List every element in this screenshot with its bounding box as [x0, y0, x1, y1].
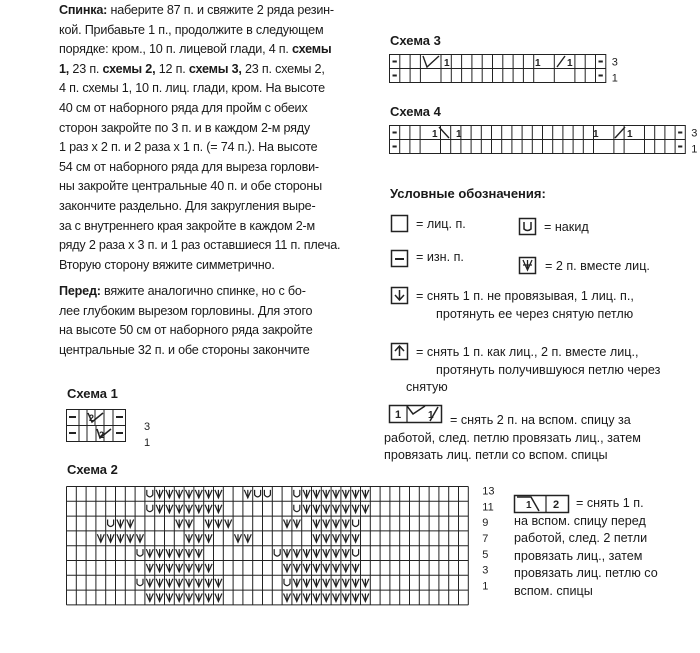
p1-line: порядке: кром., 10 п. лицевой глади, 4 п. схемы — [59, 42, 332, 57]
decrease-mark — [352, 534, 359, 542]
legend-cable-front: = снять 1 п. на вспом. спицу перед работой, след. 2 петли провязать лиц., затем провязать лиц. петлю со вспом. спицы — [514, 496, 658, 598]
decrease-mark — [156, 564, 163, 572]
legend-cable-back: = снять 2 п. на вспом. спицу за работой, след. петлю провязать лиц., затем провязать лиц. петли со вспом. спицы — [384, 413, 641, 462]
scheme-2-row-label: 1 — [482, 580, 489, 593]
cable-back-symbol — [388, 404, 444, 426]
scheme-1-row-3: 3 — [144, 421, 151, 433]
scheme-2-row-label: 5 — [482, 548, 489, 561]
decrease-mark — [293, 594, 300, 602]
cable-back-num-2: 1 — [428, 410, 434, 421]
decrease-mark — [244, 534, 251, 542]
decrease-mark — [333, 520, 340, 528]
decrease-mark — [333, 594, 340, 602]
p1-line: 40 см от наборного ряда для пройм с обеих — [59, 100, 308, 115]
decrease-mark — [107, 534, 114, 542]
yarn-over-mark — [294, 490, 300, 497]
p2-line: Перед: вяжите аналогично спинке, но с бо- — [59, 284, 306, 298]
p2-line: лее глубоким вырезом горловины. Для этого — [59, 303, 313, 318]
decrease-mark — [362, 505, 369, 513]
scheme-3-title: Схема 3 — [390, 33, 441, 48]
decrease-mark — [235, 534, 242, 542]
decrease-mark — [303, 564, 310, 572]
p1-line: Вторую сторону вяжите симметрично. — [59, 257, 275, 272]
decrease-mark — [186, 505, 193, 513]
p1-line: 54 см от наборного ряда для выреза горлови- — [59, 159, 319, 174]
scheme-2-row-label: 11 — [482, 501, 494, 514]
scheme-4-chart — [389, 122, 700, 162]
decrease-mark — [156, 579, 163, 587]
scheme-3-num: 1 — [567, 58, 573, 69]
decrease-mark — [176, 505, 183, 513]
decrease-mark — [293, 579, 300, 587]
yarn-over-mark — [353, 549, 359, 556]
decrease-mark — [127, 520, 134, 528]
decrease-mark — [156, 594, 163, 602]
decrease-mark — [205, 594, 212, 602]
decrease-mark — [284, 594, 291, 602]
decrease-mark — [313, 594, 320, 602]
scheme-4-num: 1 — [593, 129, 599, 140]
decrease-mark — [303, 505, 310, 513]
scheme-2-title: Схема 2 — [67, 462, 118, 477]
decrease-mark — [186, 579, 193, 587]
decrease-mark — [225, 520, 232, 528]
decrease-mark — [195, 564, 202, 572]
decrease-mark — [166, 594, 173, 602]
scheme-4-num: 1 — [456, 129, 462, 140]
cable-back-num: 1 — [395, 409, 402, 421]
decrease-mark — [137, 534, 144, 542]
decrease-mark — [186, 520, 193, 528]
decrease-mark — [313, 579, 320, 587]
decrease-mark — [176, 564, 183, 572]
cable-back-mark — [557, 56, 565, 67]
s4svg-row-label: 3 — [691, 127, 698, 140]
cable-front-num-2: 2 — [553, 499, 560, 511]
decrease-mark — [186, 594, 193, 602]
decrease-mark — [333, 534, 340, 542]
s3svg-row-label: 1 — [611, 72, 618, 85]
scheme-2-row-label: 13 — [482, 485, 495, 498]
decrease-mark — [166, 564, 173, 572]
scheme-1-title: Схема 1 — [67, 386, 118, 401]
yarn-over-mark — [353, 520, 359, 527]
decrease-mark — [284, 549, 291, 557]
p2-line: на высоте 50 см от наборного ряда закройте — [59, 323, 313, 338]
back-instructions — [59, 1, 340, 275]
decrease-mark — [146, 549, 153, 557]
scheme-2-row-label: 3 — [482, 564, 489, 577]
scheme-3-num: 1 — [535, 58, 541, 69]
cable-front-num: 1 — [526, 500, 532, 511]
decrease-mark — [342, 579, 349, 587]
decrease-mark — [166, 490, 173, 498]
decrease-mark — [205, 579, 212, 587]
p1-line: 1 раз х 2 п. и 2 раза х 1 п. (= 74 п.). На высоте — [59, 140, 318, 155]
p1-line: за с внутреннего края закройте в каждом 2-м — [59, 218, 315, 233]
decrease-mark — [195, 490, 202, 498]
decrease-mark — [342, 490, 349, 498]
scheme-1-row-1: 1 — [144, 437, 151, 449]
decrease-mark — [313, 564, 320, 572]
decrease-mark — [313, 505, 320, 513]
legend-title: Условные обозначения: — [390, 186, 546, 201]
decrease-mark — [293, 549, 300, 557]
scheme-3-num: 1 — [444, 58, 450, 69]
decrease-mark — [342, 534, 349, 542]
decrease-mark — [323, 490, 330, 498]
decrease-mark — [362, 594, 369, 602]
decrease-mark — [156, 549, 163, 557]
scheme-2-chart — [66, 483, 506, 613]
scheme-2-row-label: 9 — [482, 517, 489, 530]
s4svg-row-label: 1 — [691, 143, 698, 156]
purl-symbol — [390, 249, 410, 269]
decrease-mark — [176, 520, 183, 528]
decrease-mark — [205, 564, 212, 572]
decrease-mark — [303, 579, 310, 587]
p2-line: центральные 32 п. и обе стороны закончите — [59, 342, 310, 357]
decrease-mark — [323, 505, 330, 513]
scheme-1-num-1: 2 — [89, 413, 95, 423]
decrease-mark — [342, 549, 349, 557]
decrease-mark — [97, 534, 104, 542]
decrease-mark — [333, 549, 340, 557]
decrease-mark — [215, 579, 222, 587]
cable-front-mark — [423, 56, 439, 67]
s3svg-row-label: 3 — [611, 56, 618, 69]
yarn-over-mark — [264, 490, 270, 497]
decrease-mark — [313, 490, 320, 498]
decrease-mark — [176, 490, 183, 498]
decrease-mark — [323, 564, 330, 572]
decrease-mark — [215, 505, 222, 513]
decrease-mark — [303, 594, 310, 602]
decrease-mark — [195, 594, 202, 602]
decrease-mark — [362, 490, 369, 498]
sl1-k2tog-psso-symbol — [390, 342, 410, 362]
decrease-mark — [303, 549, 310, 557]
decrease-mark — [215, 520, 222, 528]
p1-line: Спинка: наберите 87 п. и свяжите 2 ряда резин- — [59, 3, 334, 17]
decrease-mark — [205, 534, 212, 542]
decrease-mark — [333, 505, 340, 513]
decrease-mark — [352, 505, 359, 513]
decrease-mark — [186, 549, 193, 557]
decrease-mark — [117, 534, 124, 542]
decrease-mark — [146, 594, 153, 602]
decrease-mark — [313, 549, 320, 557]
k2tog-symbol — [518, 256, 538, 276]
decrease-mark — [195, 505, 202, 513]
decrease-mark — [215, 594, 222, 602]
decrease-mark — [205, 505, 212, 513]
decrease-mark — [333, 490, 340, 498]
decrease-mark — [284, 564, 291, 572]
yarn-over-mark — [284, 579, 290, 586]
decrease-mark — [146, 579, 153, 587]
decrease-mark — [186, 490, 193, 498]
scheme-3-chart — [389, 51, 629, 91]
decrease-mark — [186, 564, 193, 572]
decrease-mark — [176, 579, 183, 587]
yarn-over-mark — [137, 549, 143, 556]
decrease-mark — [313, 520, 320, 528]
decrease-mark — [166, 579, 173, 587]
scheme-4-num: 1 — [432, 129, 438, 140]
decrease-mark — [146, 564, 153, 572]
decrease-mark — [323, 520, 330, 528]
p1-line: 4 п. схемы 1, 10 п. лиц. глади, кром. На высоте — [59, 81, 325, 96]
yarn-over-mark — [274, 549, 280, 556]
decrease-mark — [333, 564, 340, 572]
decrease-mark — [333, 579, 340, 587]
scheme-4-title: Схема 4 — [390, 104, 441, 119]
scheme-4-num: 1 — [627, 129, 633, 140]
decrease-mark — [342, 505, 349, 513]
decrease-mark — [205, 490, 212, 498]
decrease-mark — [156, 490, 163, 498]
legend-knit: = лиц. п. — [416, 217, 466, 231]
decrease-mark — [293, 564, 300, 572]
p1-line: сторон закройте по 3 п. и в каждом 2-м ряду — [59, 120, 311, 135]
scheme-2-row-label: 7 — [482, 533, 489, 546]
decrease-mark — [323, 534, 330, 542]
sl1-k1-psso-symbol — [390, 286, 410, 306]
yarn-over-mark — [108, 520, 114, 527]
knit-symbol — [390, 214, 410, 234]
decrease-mark — [352, 490, 359, 498]
yarn-over-mark — [147, 505, 153, 512]
decrease-mark — [313, 534, 320, 542]
decrease-mark — [342, 594, 349, 602]
decrease-mark — [342, 520, 349, 528]
decrease-mark — [323, 549, 330, 557]
decrease-mark — [293, 520, 300, 528]
yarn-over-mark — [294, 505, 300, 512]
decrease-mark — [117, 520, 124, 528]
decrease-mark — [323, 594, 330, 602]
decrease-mark — [284, 520, 291, 528]
decrease-mark — [352, 594, 359, 602]
decrease-mark — [176, 594, 183, 602]
decrease-mark — [215, 490, 222, 498]
decrease-mark — [205, 520, 212, 528]
p1-line: ны закройте центральные 40 п. и обе стороны — [59, 179, 322, 194]
decrease-mark — [186, 534, 193, 542]
scheme-1-num-2: 2 — [99, 430, 105, 440]
decrease-mark — [352, 579, 359, 587]
front-instructions — [59, 282, 313, 360]
p1-line: 1, 23 п. схемы 2, 12 п. схемы 3, 23 п. схемы 2, — [59, 61, 325, 76]
decrease-mark — [362, 579, 369, 587]
decrease-mark — [342, 564, 349, 572]
yarn-over-symbol — [518, 217, 538, 237]
decrease-mark — [166, 505, 173, 513]
yarn-over-mark — [147, 490, 153, 497]
legend-sl1k2: = снять 1 п. как лиц., 2 п. вместе лиц., протянуть получившуюся петлю через снятую — [406, 345, 661, 394]
decrease-mark — [323, 579, 330, 587]
decrease-mark — [176, 549, 183, 557]
yarn-over-mark — [255, 490, 261, 497]
p1-line: ряду 2 раза х 3 п. и 1 раз оставшиеся 11 п. плеча. — [59, 238, 341, 253]
decrease-mark — [156, 505, 163, 513]
p1-line: закончите раздельно. Для закругления выре- — [59, 198, 316, 213]
cable-back-mark — [615, 127, 625, 138]
p1-line: кой. Прибавьте 1 п., продолжите в следующем — [59, 22, 324, 37]
decrease-mark — [352, 564, 359, 572]
decrease-mark — [195, 579, 202, 587]
decrease-mark — [303, 490, 310, 498]
decrease-mark — [127, 534, 134, 542]
decrease-mark — [195, 534, 202, 542]
legend-sl1: = снять 1 п. не провязывая, 1 лиц. п., протянуть ее через снятую петлю — [416, 289, 634, 321]
legend-purl: = изн. п. — [416, 250, 464, 264]
legend-yo: = накид — [544, 220, 589, 234]
decrease-mark — [244, 490, 251, 498]
legend-k2tog: = 2 п. вместе лиц. — [545, 259, 650, 273]
decrease-mark — [195, 549, 202, 557]
scheme-1-chart — [66, 405, 166, 449]
yarn-over-mark — [137, 579, 143, 586]
decrease-mark — [166, 549, 173, 557]
